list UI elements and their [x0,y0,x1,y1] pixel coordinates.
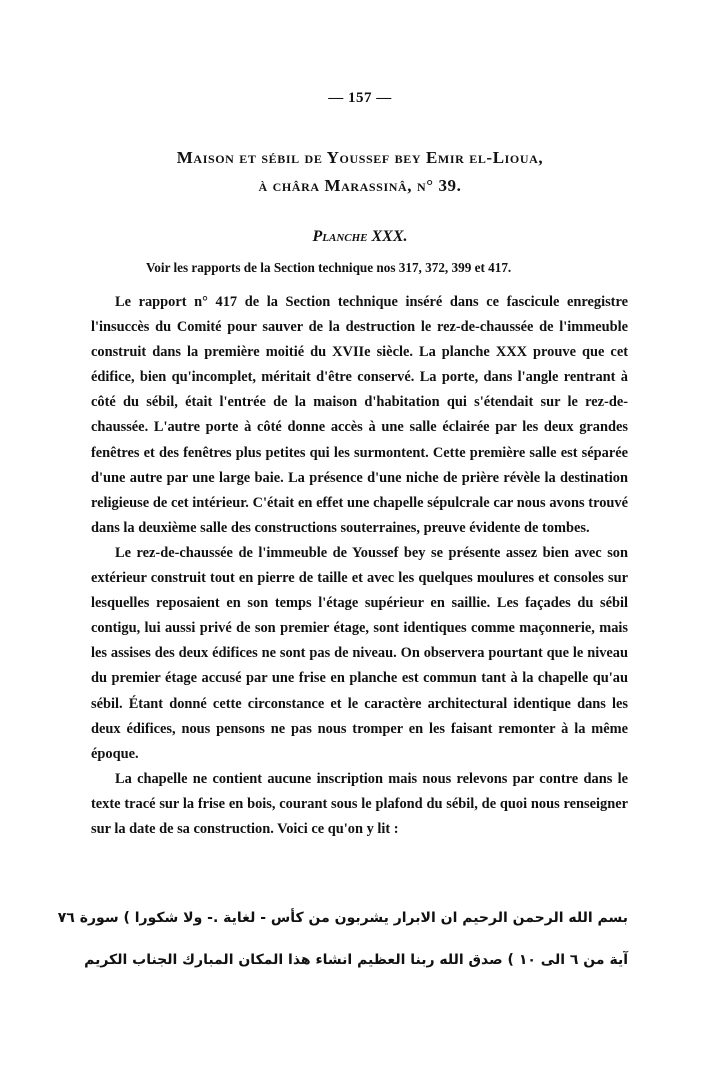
paragraph-3: La chapelle ne contient aucune inscription mais nous relevons par contre dans le texte tracé sur la frise en bois, courant sous le plafond du sébil, de quoi nous renseigner sur la date de sa construction. Voici ce qu'on y lit : [91,770,628,837]
references-line: Voir les rapports de la Section technique nos 317, 372, 399 et 417. [146,260,512,275]
heading-line-2: à châra Marassinâ, n° 39. [258,176,462,195]
heading-line-1: Maison et sébil de Youssef bey Emir el-Lioua, [176,148,544,167]
paragraph-1: Le rapport n° 417 de la Section technique inséré dans ce fascicule enregistre l'insuccès du Comité pour sauver de la destruction le rez-de-chaussée de l'immeuble construit dans la première moitié du XVIIe siècle. La planche XXX prouve que cet édifice, bien qu'incomplet, méritait d'être conservé. La porte, dans l'angle rentrant à côté du sébil, était l'entrée de la maison d'habitation qui s'étendait sur le rez-de-chaussée. L'autre porte à côté donne accès à une salle éclairée par les deux grandes fenêtres et des fenêtres plus petites qui les surmontent. Cette première salle est séparée d'une autre par une large baie. La présence d'une niche de prière révèle la destination religieuse de cet intérieur. C'était en effet une chapelle sépulcrale car nous avons trouvé dans la deuxième salle des constructions souterraines, preuve évidente de tombes. [91,294,628,536]
plate-label: Planche XXX. [312,228,408,245]
body-text [91,290,628,842]
page-number: — 157 — [328,90,392,106]
arabic-inscription-line-1: بسم الله الرحمن الرحيم ان الابرار يشربون من كأس - لغاية .- ولا شكورا ) سورة ٧٦ [57,910,628,926]
arabic-inscription-line-2: آية من ٦ الى ١٠ ) صدق الله ربنا العظيم انشاء هذا المكان المبارك الجناب الكريم [84,952,628,968]
paragraph-2: Le rez-de-chaussée de l'immeuble de Youssef bey se présente assez bien avec son extérieur construit tout en pierre de taille et avec les quelques moulures et consoles sur lesquelles reposaient en son temps l'étage supérieur en saillie. Les façades du sébil contigu, lui aussi privé de son premier étage, sont identiques comme maçonnerie, mais les assises des deux édifices ne sont pas de niveau. On observera pourtant que le niveau du premier étage accusé par une frise en planche est commun tant à la chapelle qu'au sébil. Étant donné cette circonstance et le caractère architectural identique dans les deux édifices, nous pensons ne pas nous tromper en les faisant remonter à la même époque. [91,544,628,762]
